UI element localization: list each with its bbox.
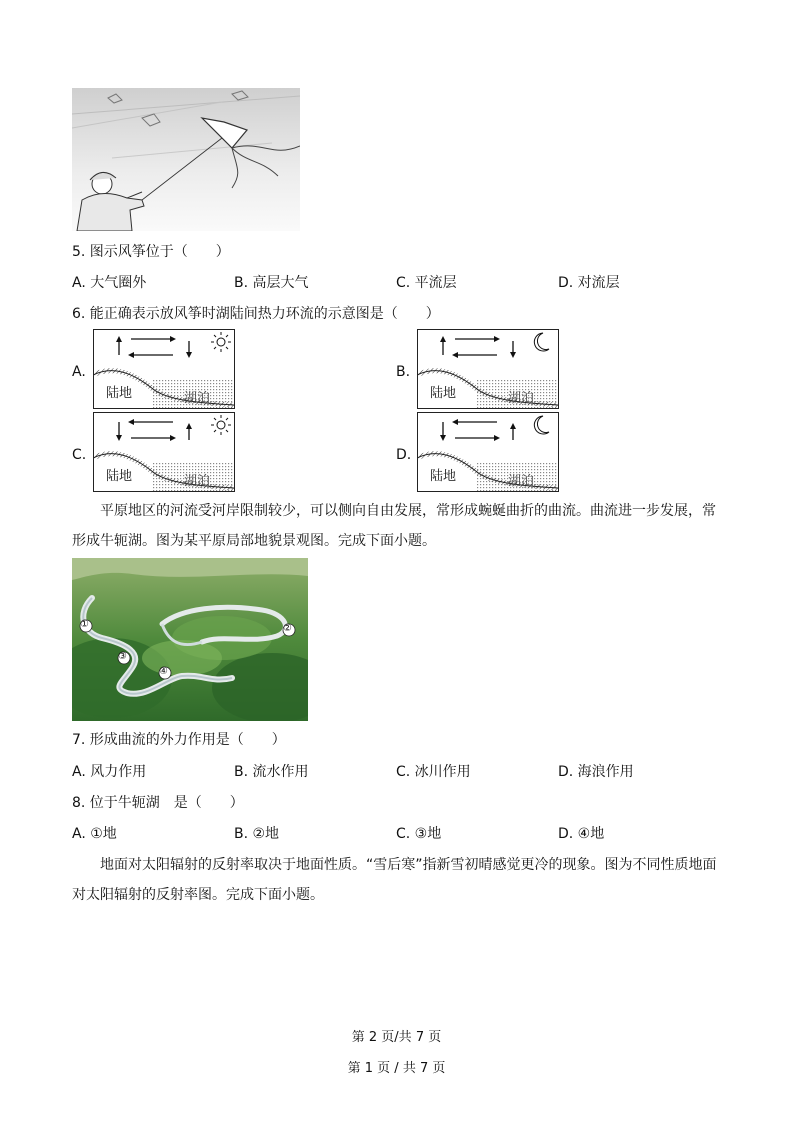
circulation-diagram-b[interactable] [417, 329, 559, 409]
page-number-outer: 第 1 页 / 共 7 页 [347, 1061, 446, 1076]
q6-option-c-label[interactable]: C. [72, 447, 87, 463]
question-6-stem: 6. 能正确表示放风筝时湖陆间热力环流的示意图是（ ） [72, 306, 440, 322]
q8-option-b[interactable]: B. ②地 [234, 826, 280, 842]
q7-option-c[interactable]: C. 冰川作用 [396, 764, 471, 780]
albedo-intro-paragraph: 地面对太阳辐射的反射率取决于地面性质。“雪后寒”指新雪初晴感觉更冷的现象。图为不同性质地面对太阳辐射的反射率图。完成下面小题。 [72, 857, 717, 903]
q7-option-d[interactable]: D. 海浪作用 [558, 764, 634, 780]
q5-option-c[interactable]: C. 平流层 [396, 275, 457, 291]
q5-option-a[interactable]: A. 大气圈外 [72, 275, 147, 291]
question-7-stem: 7. 形成曲流的外力作用是（ ） [72, 732, 286, 748]
marker-2: ② [283, 623, 292, 634]
question-5-stem: 5. 图示风筝位于（ ） [72, 244, 230, 260]
lake-label: 湖泊 [508, 391, 535, 406]
q8-option-d[interactable]: D. ④地 [558, 826, 605, 842]
marker-4: ④ [159, 666, 168, 677]
q6-option-a-label[interactable]: A. [72, 364, 86, 380]
q6-option-d-label[interactable]: D. [396, 447, 412, 463]
marker-3: ③ [118, 651, 127, 662]
q5-option-b[interactable]: B. 高层大气 [234, 275, 309, 291]
q8-option-a[interactable]: A. ①地 [72, 826, 117, 842]
lake-label: 湖泊 [508, 474, 535, 489]
lake-label: 湖泊 [184, 474, 211, 489]
lake-label: 湖泊 [184, 391, 211, 406]
circulation-diagram-c[interactable] [93, 412, 235, 492]
meander-intro-paragraph: 平原地区的河流受河岸限制较少，可以侧向自由发展，常形成蜿蜒曲折的曲流。曲流进一步发展，常形成牛轭湖。图为某平原局部地貌景观图。完成下面小题。 [72, 503, 716, 549]
q8-option-c[interactable]: C. ③地 [396, 826, 442, 842]
page-number-inner: 第 2 页/共 7 页 [351, 1030, 442, 1045]
meander-landscape-photo [72, 558, 308, 721]
circulation-diagram-d[interactable] [417, 412, 559, 492]
land-label: 陆地 [106, 469, 133, 484]
circulation-diagram-a[interactable] [93, 329, 235, 409]
land-label: 陆地 [430, 469, 457, 484]
q7-option-a[interactable]: A. 风力作用 [72, 764, 147, 780]
marker-1: ① [80, 619, 89, 630]
q5-option-d[interactable]: D. 对流层 [558, 275, 620, 291]
q7-option-b[interactable]: B. 流水作用 [234, 764, 309, 780]
land-label: 陆地 [106, 386, 133, 401]
question-8-stem: 8. 位于牛轭湖 是（ ） [72, 795, 244, 811]
land-label: 陆地 [430, 386, 457, 401]
kite-illustration [72, 88, 300, 231]
q6-option-b-label[interactable]: B. [396, 364, 411, 380]
